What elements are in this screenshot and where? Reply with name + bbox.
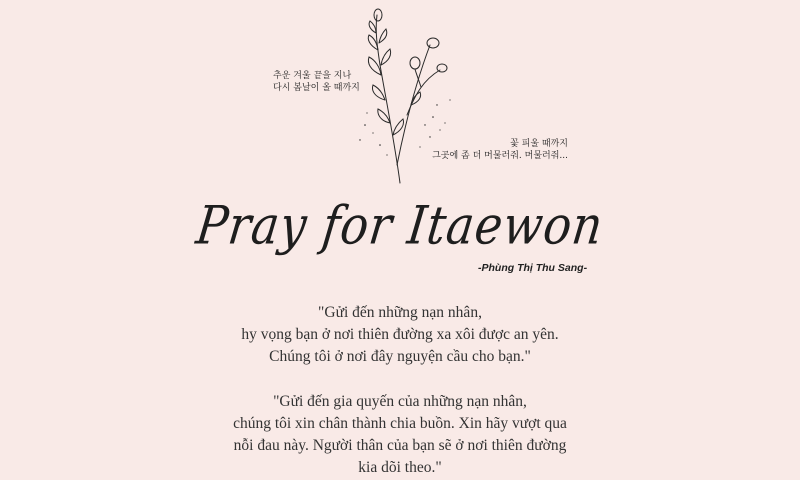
lyric-line: 그곳에 좀 더 머물러줘. 머물러줘... xyxy=(432,151,568,161)
author-credit: -Phùng Thị Thu Sang- xyxy=(478,262,588,274)
page-title: Pray for Itaewon xyxy=(193,193,607,257)
message-line: "Gửi đến những nạn nhân, xyxy=(318,304,482,321)
message-victims xyxy=(0,302,800,368)
message-line: chúng tôi xin chân thành chia buồn. Xin hãy vượt qua xyxy=(233,415,567,432)
lyric-line: 다시 봄날이 올 때까지 xyxy=(273,83,360,93)
korean-lyric-left xyxy=(273,70,360,94)
lyric-line: 꽃 피울 때까지 xyxy=(510,139,568,149)
message-families xyxy=(0,391,800,479)
message-line: "Gửi đến gia quyến của những nạn nhân, xyxy=(273,393,527,410)
message-line: hy vọng bạn ở nơi thiên đường xa xôi được an yên. xyxy=(241,326,559,343)
message-line: Chúng tôi ở nơi đây nguyện cầu cho bạn." xyxy=(269,348,531,365)
message-line: nỗi đau này. Người thân của bạn sẽ ở nơi thiên đường xyxy=(233,437,567,454)
lyric-line: 추운 겨울 끝을 지나 xyxy=(273,71,352,81)
message-line: kia dõi theo." xyxy=(358,459,442,476)
korean-lyric-right xyxy=(430,138,568,162)
